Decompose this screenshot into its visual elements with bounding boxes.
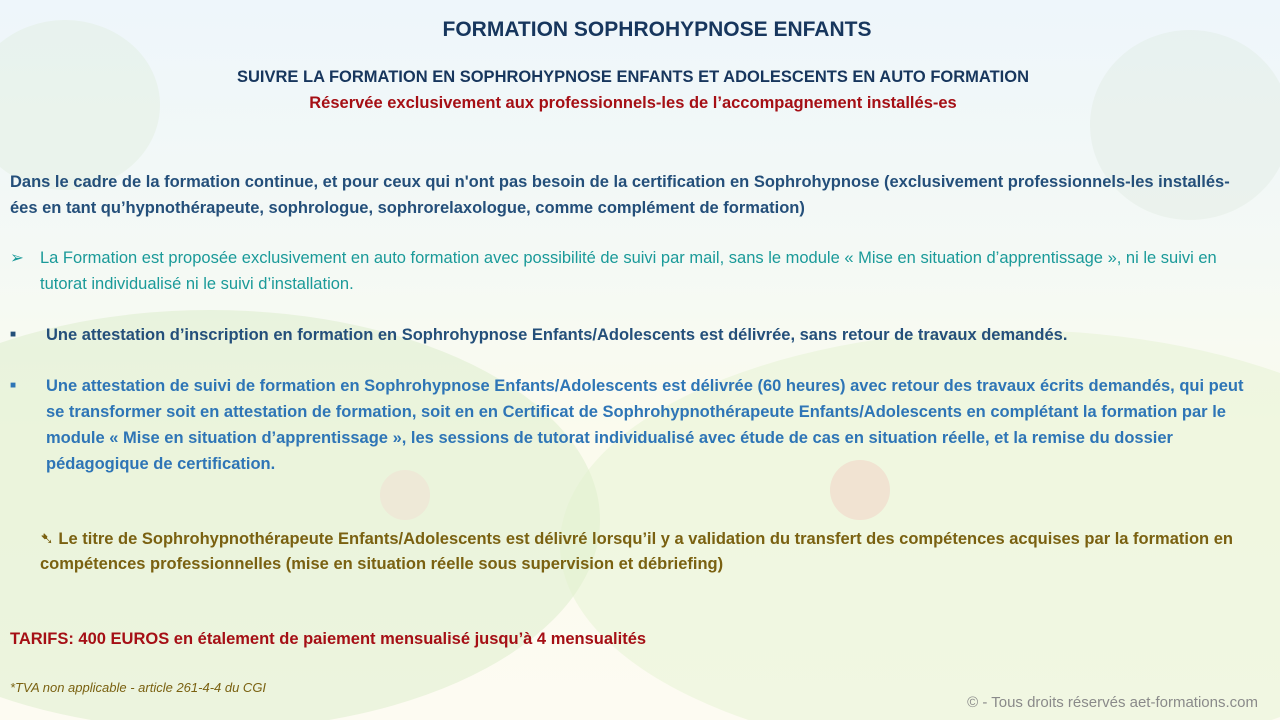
- square-bullet-icon: ■: [10, 380, 17, 391]
- bullet-item-attestation-inscription: [10, 322, 1250, 348]
- titre-note: [40, 527, 1250, 577]
- copyright: © - Tous droits réservés aet-formations.com: [967, 694, 1258, 711]
- page-title: FORMATION SOPHROHYPNOSE ENFANTS: [442, 18, 872, 41]
- tva-note: *TVA non applicable - article 261-4-4 du CGI: [10, 680, 267, 695]
- bullet-item-attestation-suivi: [10, 373, 1250, 477]
- bullet-text: Une attestation d’inscription en formation en Sophrohypnose Enfants/Adolescents est délivrée, sans retour de travaux demandés.: [46, 326, 1068, 344]
- tarifs: TARIFS: 400 EUROS en étalement de paiement mensualisé jusqu’à 4 mensualités: [10, 630, 647, 648]
- reserve-notice: Réservée exclusivement aux professionnels-les de l’accompagnement installés-es: [309, 94, 957, 112]
- square-bullet-icon: ■: [10, 329, 17, 340]
- arrow-bullet-icon: ➢: [10, 249, 24, 267]
- bullet-text: Une attestation de suivi de formation en Sophrohypnose Enfants/Adolescents est délivrée (60 heures) avec retour des travaux écrits demandés, qui peut se transformer soit en attestation de formation, soit en en Certificat de Sophrohypnothérapeute Enfants/Adolescents en complétant la formation par le module « Mise en situation d’apprentissage », les sessions de tutorat individualisé avec étude de cas en situation réelle, et la remise du dossier pédagogique de certification.: [46, 377, 1244, 473]
- auto-formation-item: [10, 245, 1250, 297]
- auto-formation-text: La Formation est proposée exclusivement en auto formation avec possibilité de suivi par mail, sans le module « Mise en situation d’apprentissage », ni le suivi en tutorat individualisé ni le suivi d’installation.: [40, 249, 1217, 293]
- titre-note-text: Le titre de Sophrohypnothérapeute Enfants/Adolescents est délivré lorsqu’il y a validation du transfert des compétences acquises par la formation en compétences professionnelles (mise en situation réelle sous supervision et débriefing): [40, 530, 1233, 573]
- page-subtitle: SUIVRE LA FORMATION EN SOPHROHYPNOSE ENFANTS ET ADOLESCENTS EN AUTO FORMATION: [236, 68, 1030, 86]
- intro-paragraph: Dans le cadre de la formation continue, et pour ceux qui n'ont pas besoin de la certification en Sophrohypnose (exclusivement professionnels-les installés-ées en tant qu’hypnothérapeute, sophrologue, sophrorelaxologue, comme complément de formation): [10, 173, 1230, 217]
- arrow-down-right-icon: ➷: [40, 530, 54, 548]
